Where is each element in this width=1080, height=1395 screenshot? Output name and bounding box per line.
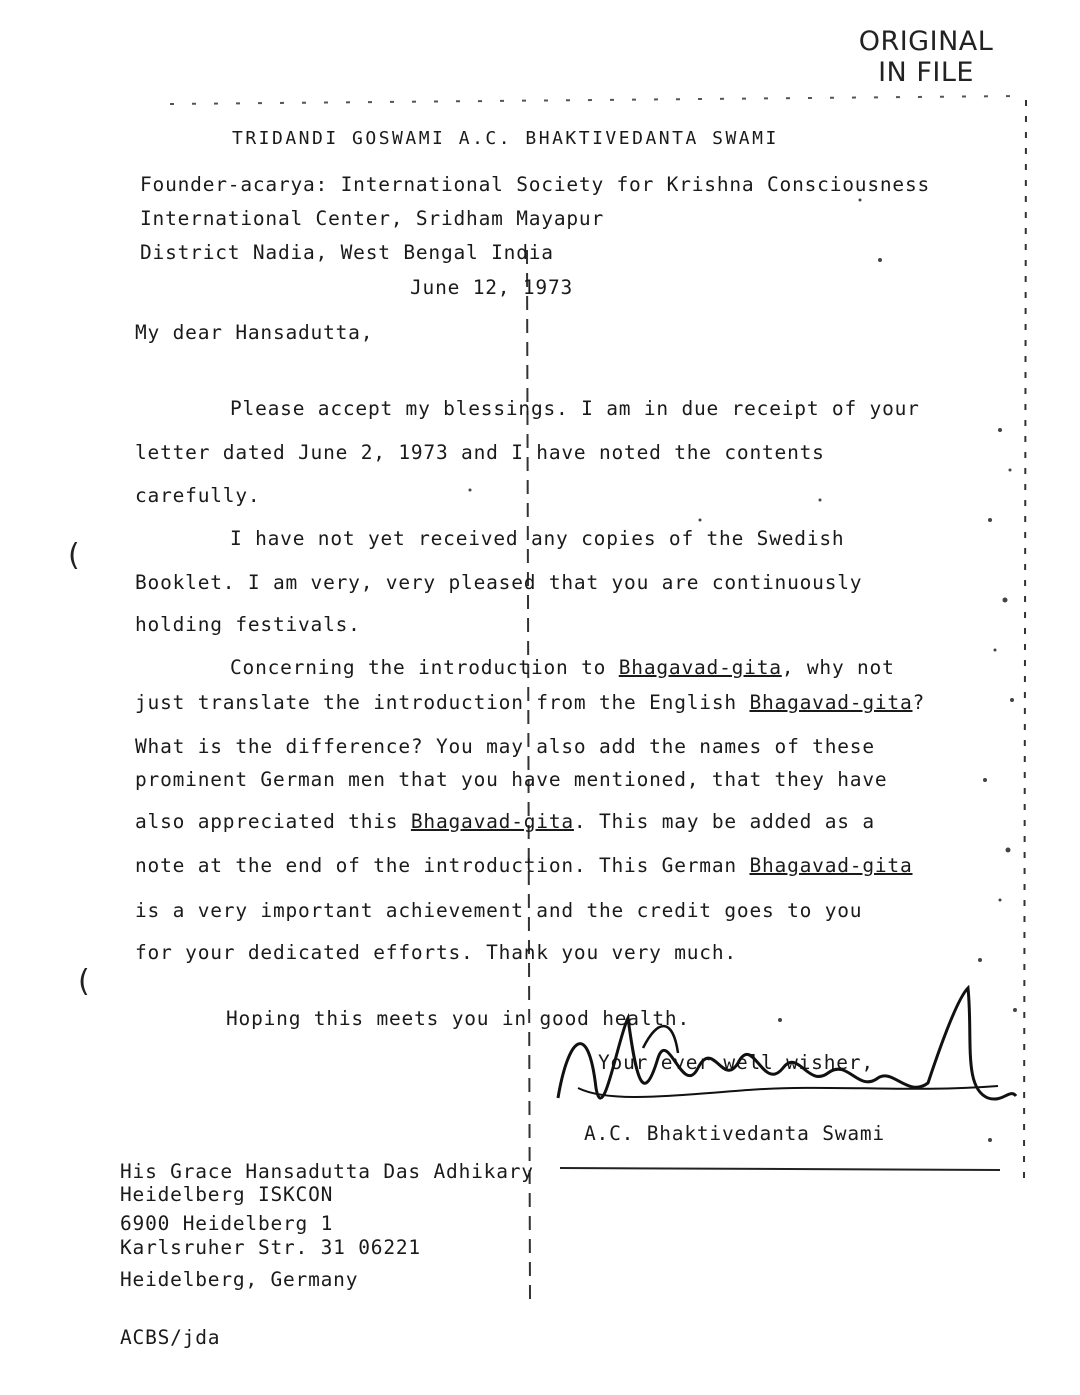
address-line-4: Karlsruher Str. 31 06221 <box>120 1236 421 1259</box>
paragraph-3-line-4: prominent German men that you have mentioned, that they have <box>135 768 888 791</box>
book-title-bhagavad-gita: Bhagavad-gita <box>749 854 913 877</box>
paragraph-4-line-1: Hoping this meets you in good health. <box>226 1007 690 1030</box>
stamp-line-2: IN FILE <box>878 57 974 88</box>
paragraph-1-line-1: Please accept my blessings. I am in due receipt of your <box>230 397 920 420</box>
valediction: Your ever well wisher, <box>598 1051 874 1074</box>
stamp-line-1: ORIGINAL <box>858 26 994 57</box>
p3-l1-text-c: , why not <box>781 656 895 679</box>
paragraph-3-line-3: What is the difference? You may also add the names of these <box>135 735 875 758</box>
p3-l2-text-c: ? <box>912 691 926 714</box>
book-title-bhagavad-gita: Bhagavad-gita <box>410 810 574 833</box>
letter-date: June 12, 1973 <box>410 276 574 299</box>
reference-initials: ACBS/jda <box>120 1326 221 1349</box>
letterhead-district: District Nadia, West Bengal India <box>140 241 554 264</box>
signer-name: A.C. Bhaktivedanta Swami <box>584 1122 885 1145</box>
paragraph-2-line-3: holding festivals. <box>135 613 361 636</box>
paragraph-3-line-6 <box>135 854 913 877</box>
letterhead-name: TRIDANDI GOSWAMI A.C. BHAKTIVEDANTA SWAMI <box>232 128 779 149</box>
paragraph-3-line-5 <box>135 810 875 833</box>
paragraph-1-line-3: carefully. <box>135 484 261 507</box>
letterhead-center: International Center, Sridham Mayapur <box>140 207 604 230</box>
paragraph-2-line-1: I have not yet received any copies of the Swedish <box>230 527 845 550</box>
salutation: My dear Hansadutta, <box>135 321 374 344</box>
p3-l2-text-a: just translate the introduction from the English <box>135 691 750 714</box>
book-title-bhagavad-gita: Bhagavad-gita <box>618 656 782 679</box>
paragraph-1-line-2: letter dated June 2, 1973 and I have noted the contents <box>135 441 825 464</box>
paragraph-3-line-2 <box>135 691 925 714</box>
letterhead-founder: Founder-acarya: International Society for Krishna Consciousness <box>140 173 931 196</box>
punch-hole-mark-bottom: ( <box>78 964 90 999</box>
original-in-file-stamp <box>846 26 1006 88</box>
paragraph-3-line-7: is a very important achievement and the credit goes to you <box>135 899 863 922</box>
paragraph-3-line-1 <box>230 656 895 679</box>
paragraph-2-line-2: Booklet. I am very, very pleased that you are continuously <box>135 571 863 594</box>
p3-l5-text-c: . This may be added as a <box>573 810 875 833</box>
handwritten-signature <box>548 978 1018 1138</box>
address-line-2: Heidelberg ISKCON <box>120 1183 334 1206</box>
paragraph-3-line-8: for your dedicated efforts. Thank you very much. <box>135 941 737 964</box>
address-line-3: 6900 Heidelberg 1 <box>120 1212 334 1235</box>
book-title-bhagavad-gita: Bhagavad-gita <box>749 691 913 714</box>
punch-hole-mark-top: ( <box>68 538 80 573</box>
p3-l1-text-a: Concerning the introduction to <box>230 656 619 679</box>
p3-l5-text-a: also appreciated this <box>135 810 411 833</box>
address-line-5: Heidelberg, Germany <box>120 1268 359 1291</box>
p3-l6-text-a: note at the end of the introduction. This German <box>135 854 750 877</box>
address-line-1: His Grace Hansadutta Das Adhikary <box>120 1160 534 1183</box>
